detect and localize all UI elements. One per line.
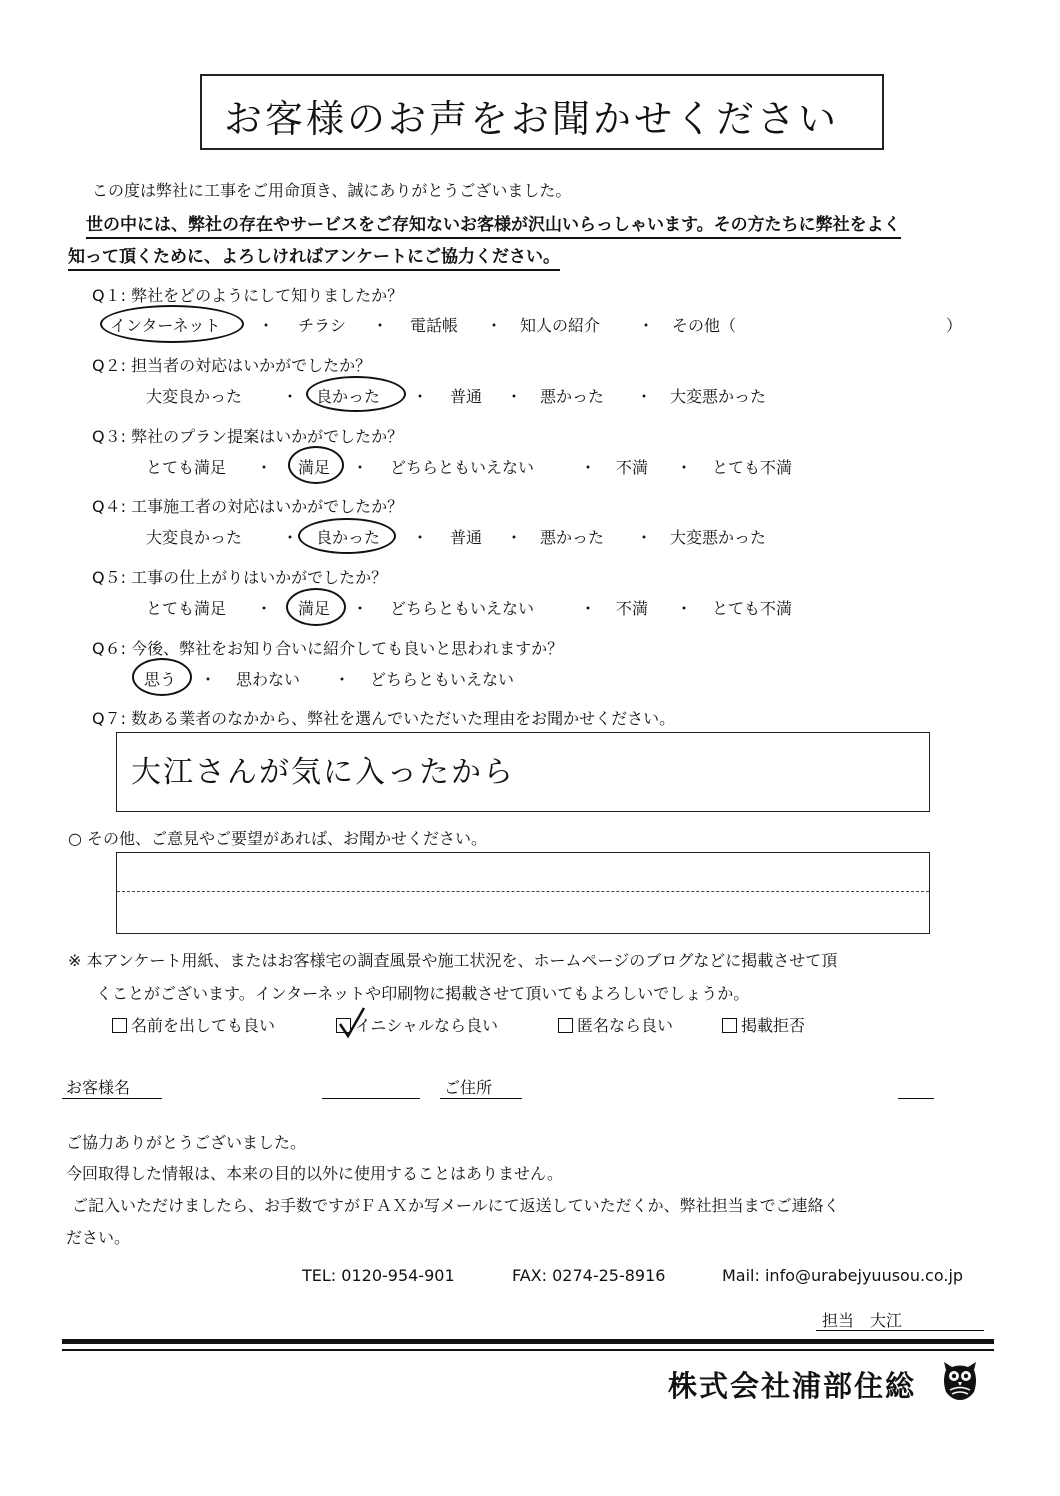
other-question: ○ その他、ご意見やご要望があれば、お聞かせください。 bbox=[68, 829, 488, 848]
checkmark-icon bbox=[336, 1006, 366, 1042]
intro-line-3: 知って頂くために、よろしければアンケートにご協力ください。 bbox=[68, 242, 560, 271]
question-6: Q６: 今後、弊社をお知り合いに紹介しても良いと思われますか？ bbox=[92, 639, 564, 658]
q2-option-2: 良かった bbox=[316, 387, 381, 406]
q4-option-2: 良かった bbox=[316, 528, 381, 547]
customer-name-label: お客様名 bbox=[66, 1078, 131, 1097]
q3-option-2: 満足 bbox=[298, 458, 331, 477]
consent-option-decline[interactable]: 掲載拒否 bbox=[722, 1013, 805, 1036]
q6-option-1: 思う bbox=[144, 670, 177, 689]
checkbox-icon[interactable] bbox=[558, 1018, 573, 1033]
consent-line-1: ※ 本アンケート用紙、またはお客様宅の調査風景や施工状況を、ホームページのブログなどに掲載させて頂 bbox=[68, 951, 838, 970]
customer-name-field[interactable] bbox=[322, 1098, 420, 1099]
q2-option-3: 普通 bbox=[450, 387, 483, 406]
checkbox-icon[interactable] bbox=[112, 1018, 127, 1033]
consent-option-anonymous[interactable]: 匿名なら良い bbox=[558, 1013, 673, 1036]
q5-option-3: どちらともいえない bbox=[390, 599, 535, 618]
closing-line-4: ださい。 bbox=[66, 1228, 131, 1247]
contact-tel: TEL: 0120-954-901 bbox=[302, 1266, 455, 1285]
q1-option-referral: 知人の紹介 bbox=[520, 316, 601, 335]
q7-handwritten-answer: 大江さんが気に入ったから bbox=[131, 755, 515, 790]
address-label: ご住所 bbox=[444, 1078, 493, 1097]
footer-rule-thin bbox=[62, 1349, 994, 1351]
checkbox-icon[interactable] bbox=[722, 1018, 737, 1033]
company-name: 株式会社浦部住総 bbox=[668, 1369, 917, 1403]
consent-line-2: くことがございます。インターネットや印刷物に掲載させて頂いてもよろしいでしょうか。 bbox=[96, 984, 750, 1003]
q5-option-1: とても満足 bbox=[146, 599, 227, 618]
intro-line-1: この度は弊社に工事をご用命頂き、誠にありがとうございました。 bbox=[92, 181, 572, 200]
question-4: Q４: 工事施工者の対応はいかがでしたか？ bbox=[92, 497, 404, 516]
consent-option-name[interactable]: 名前を出しても良い bbox=[112, 1013, 275, 1036]
q4-option-1: 大変良かった bbox=[146, 528, 243, 547]
q2-option-5: 大変悪かった bbox=[670, 387, 767, 406]
contact-mail: Mail: info@urabejyuusou.co.jp bbox=[722, 1266, 964, 1285]
q4-option-4: 悪かった bbox=[540, 528, 605, 547]
footer-rule bbox=[62, 1339, 994, 1344]
closing-line-3: ご記入いただけましたら、お手数ですがＦＡＸか写メールにて返送していただくか、弊社担当までご連絡く bbox=[72, 1196, 840, 1215]
consent-option-initials[interactable]: イニシャルなら良い bbox=[336, 1013, 498, 1036]
q1-option-phonebook: 電話帳 bbox=[410, 316, 459, 335]
q3-option-4: 不満 bbox=[616, 458, 649, 477]
q7-answer-box[interactable] bbox=[116, 732, 930, 812]
q5-option-2: 満足 bbox=[298, 599, 331, 618]
q5-option-5: とても不満 bbox=[712, 599, 793, 618]
question-5: Q５: 工事の仕上がりはいかがでしたか？ bbox=[92, 568, 388, 587]
question-2: Q２: 担当者の対応はいかがでしたか？ bbox=[92, 356, 372, 375]
q2-option-1: 大変良かった bbox=[146, 387, 243, 406]
q1-option-flyer: チラシ bbox=[298, 316, 347, 335]
contact-fax: FAX: 0274-25-8916 bbox=[512, 1266, 666, 1285]
other-answer-box[interactable] bbox=[116, 852, 930, 934]
question-3: Q３: 弊社のプラン提案はいかがでしたか？ bbox=[92, 427, 404, 446]
q6-option-2: 思わない bbox=[236, 670, 301, 689]
staff-label: 担当 大江 bbox=[822, 1311, 903, 1330]
q1-option-internet: インターネット bbox=[110, 316, 221, 335]
q1-option-other: その他（ bbox=[672, 316, 737, 335]
closing-line-1: ご協力ありがとうございました。 bbox=[66, 1133, 307, 1152]
q6-option-3: どちらともいえない bbox=[370, 670, 515, 689]
address-field[interactable] bbox=[898, 1098, 934, 1099]
q2-option-4: 悪かった bbox=[540, 387, 605, 406]
q3-option-1: とても満足 bbox=[146, 458, 227, 477]
question-7: Q７: 数ある業者のなかから、弊社を選んでいただいた理由をお聞かせください。 bbox=[92, 709, 676, 728]
title-box bbox=[200, 74, 884, 150]
q4-option-5: 大変悪かった bbox=[670, 528, 767, 547]
question-1: Q１: 弊社をどのようにして知りましたか？ bbox=[92, 286, 404, 305]
q4-option-3: 普通 bbox=[450, 528, 483, 547]
q5-option-4: 不満 bbox=[616, 599, 649, 618]
intro-line-2: 世の中には、弊社の存在やサービスをご存知ないお客様が沢山いらっしゃいます。その方たちに弊社をよく bbox=[86, 210, 901, 239]
page-title: お客様のお声をお聞かせください bbox=[224, 97, 840, 141]
owl-icon bbox=[940, 1360, 980, 1402]
q3-option-5: とても不満 bbox=[712, 458, 793, 477]
closing-line-2: 今回取得した情報は、本来の目的以外に使用することはありません。 bbox=[66, 1164, 563, 1183]
q1-option-other-close: ） bbox=[946, 316, 963, 335]
q3-option-3: どちらともいえない bbox=[390, 458, 535, 477]
